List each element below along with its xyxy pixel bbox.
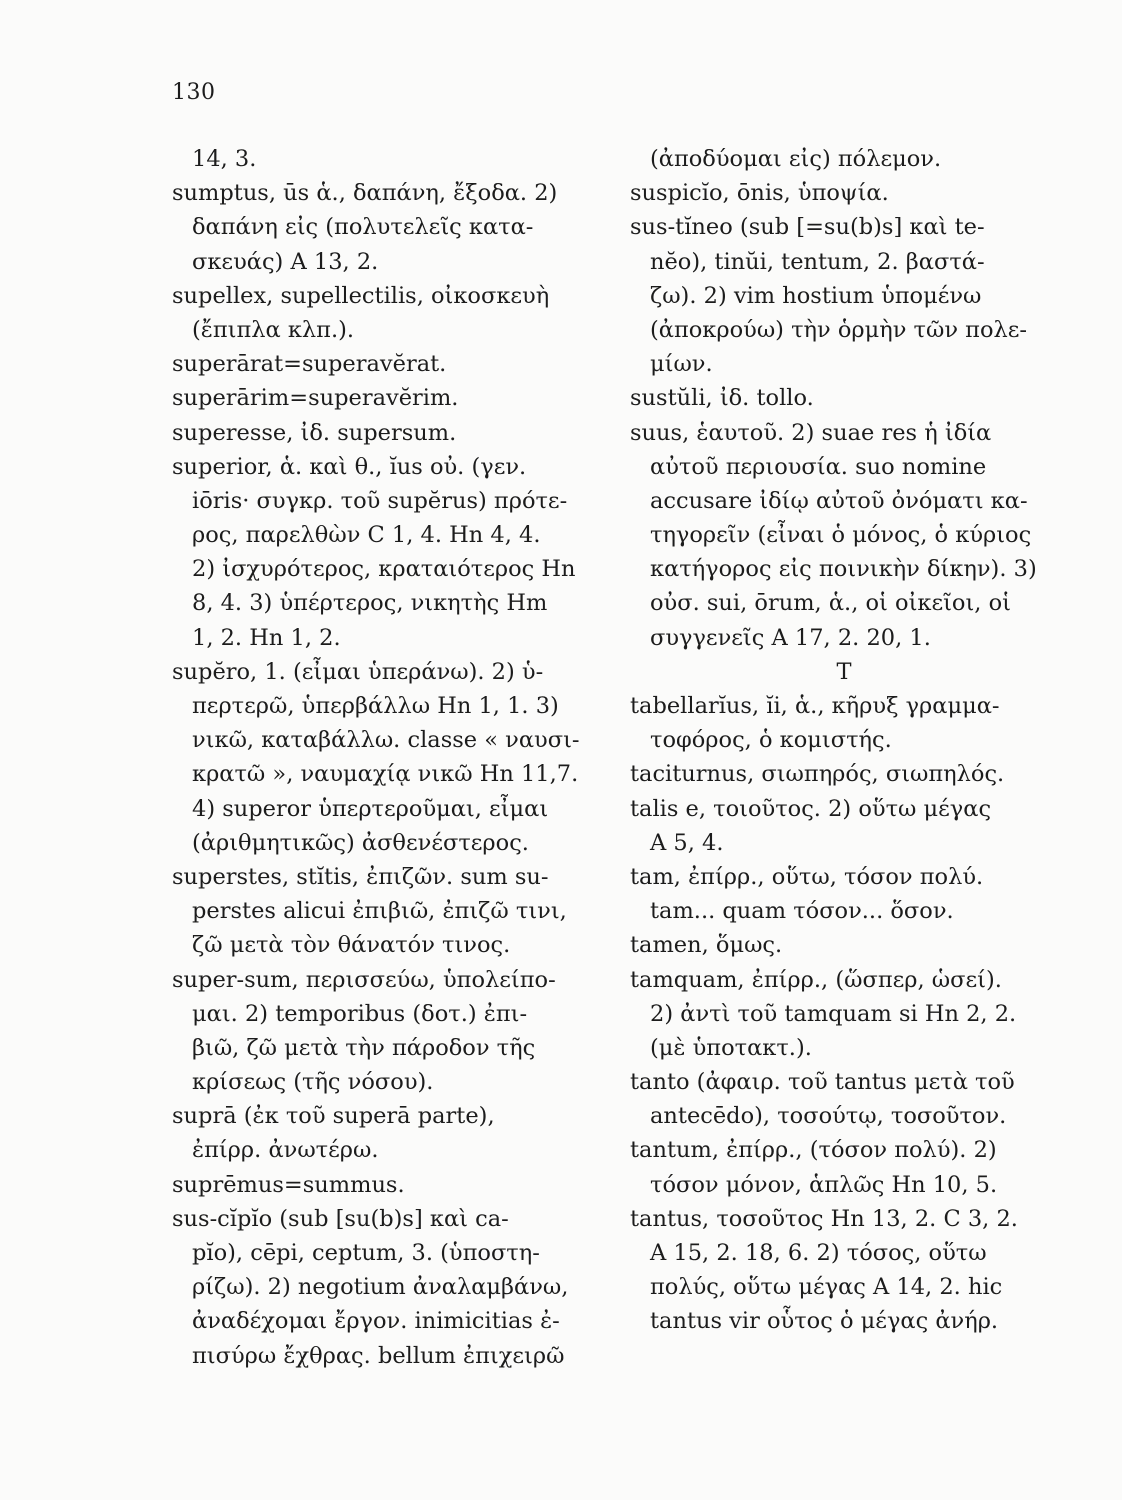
dictionary-line: sus-cĭpĭo (sub [su(b)s] καὶ ca- [172, 1205, 509, 1232]
dictionary-line: sus-tĭneo (sub [=su(b)s] καὶ te- [630, 214, 985, 241]
dictionary-line: οὐσ. sui, ōrum, ἁ., οἱ οἰκεῖοι, οἱ [650, 590, 1011, 617]
dictionary-line: superesse, ἰδ. supersum. [172, 419, 457, 446]
dictionary-line: δαπάνη εἰς (πολυτελεῖς κατα- [192, 214, 534, 241]
dictionary-line: περτερῶ, ὑπερβάλλω Hn 1, 1. 3) [192, 693, 559, 719]
dictionary-line: sustŭli, ἰδ. tollo. [630, 385, 814, 412]
dictionary-line: μίων. [650, 351, 713, 378]
dictionary-line: superārat=superavĕrat. [172, 351, 447, 378]
dictionary-line: τόσον μόνον, ἁπλῶς Hn 10, 5. [650, 1171, 998, 1198]
dictionary-line: tam, ἐπίρρ., οὕτω, τόσον πολύ. [630, 863, 984, 890]
dictionary-line: ἐπίρρ. ἀνωτέρω. [192, 1137, 379, 1164]
dictionary-line: (ἔπιπλα κλπ.). [192, 316, 355, 343]
dictionary-line: πισύρω ἔχθρας. bellum ἐπιχειρῶ [192, 1342, 565, 1369]
dictionary-line: accusare ἰδίῳ αὐτοῦ ὀνόματι κα- [650, 487, 1028, 514]
dictionary-line: suprēmus=summus. [172, 1171, 405, 1198]
dictionary-line: ζῶ μετὰ τὸν θάνατόν τινος. [192, 932, 511, 959]
dictionary-line: supĕro, 1. (εἶμαι ὑπεράνω). 2) ὑ- [172, 658, 544, 685]
dictionary-line: μαι. 2) temporibus (δοτ.) ἐπι- [192, 1000, 528, 1027]
page-number: 130 [172, 80, 216, 105]
dictionary-line: suus, ἑαυτοῦ. 2) suae res ἡ ἰδία [630, 419, 992, 446]
left-column [172, 142, 592, 1373]
dictionary-line: talis e, τοιοῦτος. 2) οὕτω μέγας [630, 795, 992, 822]
dictionary-line: (ἀποδύομαι εἰς) πόλεμον. [650, 146, 942, 172]
dictionary-line: πολύς, οὕτω μέγας A 14, 2. hic [650, 1274, 1003, 1301]
dictionary-line: iōris· συγκρ. τοῦ supĕrus) πρότε- [192, 487, 568, 514]
dictionary-line: σκευάς) A 13, 2. [192, 248, 379, 275]
dictionary-line: taciturnus, σιωπηρός, σιωπηλός. [630, 761, 1005, 788]
dictionary-line: tamen, ὅμως. [630, 932, 783, 959]
dictionary-line: ἀναδέχομαι ἔργον. inimicitias ἐ- [192, 1308, 560, 1335]
dictionary-line: (ἀποκρούω) τὴν ὁρμὴν τῶν πολε- [650, 316, 1028, 343]
dictionary-line: ρος, παρελθὼν C 1, 4. Hn 4, 4. [192, 522, 541, 549]
dictionary-line: A 5, 4. [650, 829, 724, 856]
dictionary-line: sumptus, ūs ἁ., δαπάνη, ἔξοδα. 2) [172, 180, 558, 207]
dictionary-line: 2) ἀντὶ τοῦ tamquam si Hn 2, 2. [650, 1000, 1017, 1027]
dictionary-line: tanto (ἀφαιρ. τοῦ tantus μετὰ τοῦ [630, 1069, 1015, 1096]
dictionary-line: tantus, τοσοῦτος Hn 13, 2. C 3, 2. [630, 1205, 1018, 1232]
dictionary-line: ρίζω). 2) negotium ἀναλαμβάνω, [192, 1274, 569, 1301]
dictionary-line: (μὲ ὑποτακτ.). [650, 1034, 812, 1061]
dictionary-line: 2) ἰσχυρότερος, κραταιότερος Hn [192, 556, 576, 583]
dictionary-line: nĕo), tinŭi, tentum, 2. βαστά- [650, 248, 985, 275]
dictionary-line: supellex, supellectilis, οἰκοσκευὴ [172, 282, 550, 309]
dictionary-line: suprā (ἐκ τοῦ superā parte), [172, 1103, 495, 1130]
dictionary-line: 1, 2. Hn 1, 2. [192, 624, 341, 651]
dictionary-line: superior, ἁ. καὶ θ., ĭus οὐ. (γεν. [172, 453, 527, 480]
dictionary-line: suspicĭo, ōnis, ὑποψία. [630, 180, 889, 207]
dictionary-line: antecēdo), τοσούτῳ, τοσοῦτον. [650, 1103, 1007, 1130]
dictionary-line: tantum, ἐπίρρ., (τόσον πολύ). 2) [630, 1137, 997, 1164]
dictionary-line: superārim=superavĕrim. [172, 385, 459, 412]
dictionary-line: κατήγορος εἰς ποινικὴν δίκην). 3) [650, 556, 1037, 583]
dictionary-line: A 15, 2. 18, 6. 2) τόσος, οὕτω [650, 1240, 987, 1266]
dictionary-line: αὐτοῦ περιουσία. suo nomine [650, 453, 987, 480]
right-column [630, 142, 1058, 1339]
dictionary-line: νικῶ, καταβάλλω. classe « ναυσι- [192, 727, 580, 754]
dictionary-line: 4) superor ὑπερτεροῦμαι, εἶμαι [192, 795, 549, 822]
dictionary-line: tabellarĭus, ĭi, ἁ., κῆρυξ γραμμα- [630, 693, 1000, 719]
dictionary-line: 8, 4. 3) ὑπέρτερος, νικητὴς Hm [192, 590, 548, 617]
dictionary-line: (ἀριθμητικῶς) ἀσθενέστερος. [192, 829, 529, 856]
dictionary-line: superstes, stĭtis, ἐπιζῶν. sum su- [172, 863, 549, 890]
dictionary-line: τοφόρος, ὁ κομιστής. [650, 727, 892, 754]
section-letter-heading: T [836, 658, 852, 685]
dictionary-line: συγγενεῖς A 17, 2. 20, 1. [650, 624, 931, 651]
dictionary-line: tantus vir οὗτος ὁ μέγας ἀνήρ. [650, 1308, 999, 1335]
dictionary-line: tamquam, ἐπίρρ., (ὥσπερ, ὡσεί). [630, 966, 1002, 993]
dictionary-line: super-sum, περισσεύω, ὑπολείπο- [172, 966, 556, 993]
dictionary-line: pĭo), cēpi, ceptum, 3. (ὑποστη- [192, 1240, 540, 1266]
dictionary-line: κρίσεως (τῆς νόσου). [192, 1069, 434, 1096]
dictionary-line: τηγορεῖν (εἶναι ὁ μόνος, ὁ κύριος [650, 522, 1032, 549]
dictionary-line: tam... quam τόσον... ὅσον. [650, 898, 954, 925]
dictionary-line: 14, 3. [192, 146, 257, 172]
dictionary-line: κρατῶ », ναυμαχίᾳ νικῶ Hn 11,7. [192, 761, 579, 788]
dictionary-line: perstes alicui ἐπιβιῶ, ἐπιζῶ τινι, [192, 898, 567, 925]
dictionary-line: βιῶ, ζῶ μετὰ τὴν πάροδον τῆς [192, 1034, 536, 1061]
dictionary-line: ζω). 2) vim hostium ὑπομένω [650, 282, 982, 309]
